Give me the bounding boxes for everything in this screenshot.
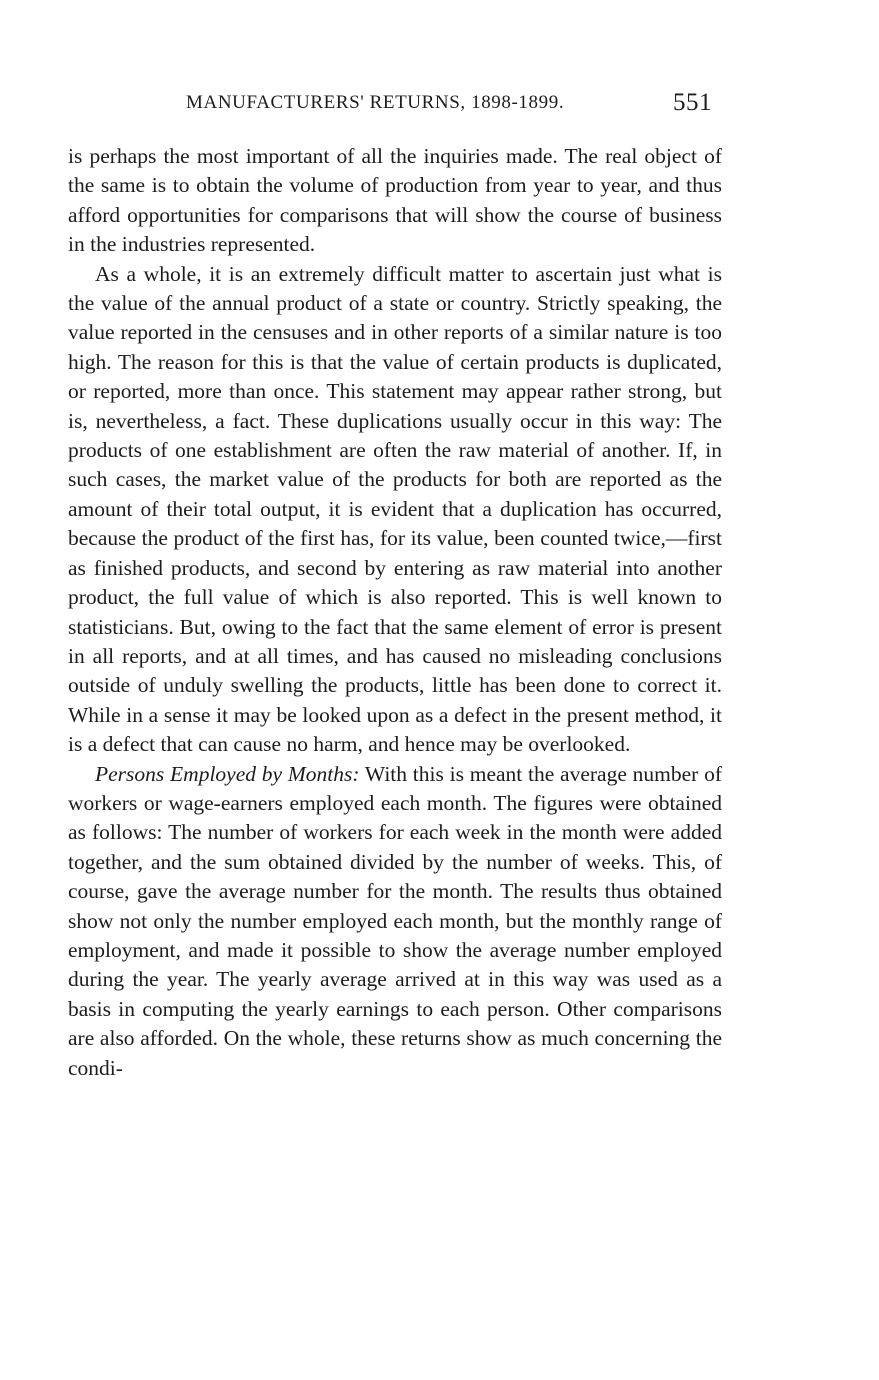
paragraph-persons-employed-text: With this is meant the average number of workers or wage-earners employed each month. The figures were obtained as follows: The number of workers for each week in the month were added together, and the sum obtained divided by the number of weeks. This, of course, gave the average number for the month. The results thus obtained show not only the number employed each month, but the monthly range of employment, and made it possible to show the average number employed during the year. The yearly average arrived at in this way was used as a basis in computing the yearly earnings to each person. Other comparisons are also afforded. On the whole, these returns show as much concerning the condi- <box>68 761 722 1080</box>
paragraph-continued: is perhaps the most important of all the inquiries made. The real object of the same is to obtain the volume of production from year to year, and thus afford opportunities for comparisons that will show the course of business in the industries represented. <box>68 144 722 257</box>
paragraph-value-of-product: As a whole, it is an extremely difficult matter to ascertain just what is the value of the annual product of a state or country. Strictly speaking, the value reported in the censuses and in other reports of a similar nature is too high. The reason for this is that the value of certain products is duplicated, or reported, more than once. This statement may appear rather strong, but is, nevertheless, a fact. These duplications usually occur in this way: The products of one establishment are often the raw material of another. If, in such cases, the market value of the products for both are reported as the amount of their total output, it is evident that a duplication has occurred, because the product of the first has, for its value, been counted twice,—first as finished products, and second by entering as raw material into another product, the full value of which is also reported. This is well known to statisticians. But, owing to the fact that the same element of error is present in all reports, and at all times, and has caused no misleading conclusions outside of unduly swelling the products, little has been done to correct it. While in a sense it may be looked upon as a defect in the present method, it is a defect that can cause no harm, and hence may be overlooked. <box>68 261 722 757</box>
body-text <box>68 142 722 1083</box>
running-title: MANUFACTURERS' RETURNS, 1898-1899. <box>186 92 565 113</box>
page-number: 551 <box>673 89 712 116</box>
running-head <box>186 89 712 122</box>
paragraph-persons-employed <box>68 760 722 1083</box>
section-lead-in: Persons Employed by Months: <box>95 761 360 786</box>
